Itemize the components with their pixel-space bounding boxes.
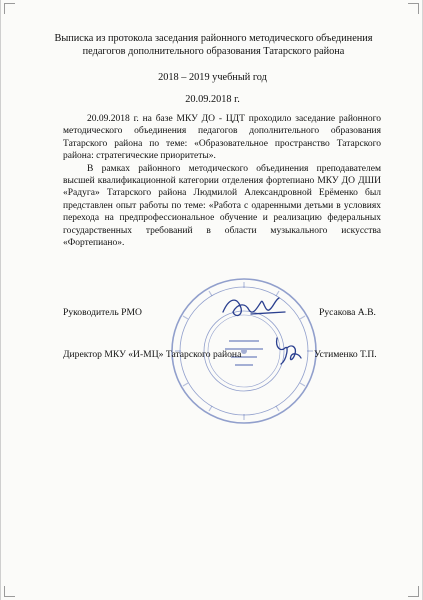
paragraph-meeting: 20.09.2018 г. на базе МКУ ДО - ЦДТ проходило заседание районного методического объединения педагогов дополнительного образования Татарского района по теме: «Образовательное пространство Татарского района: стратегические приоритеты». [63, 114, 381, 162]
document-body [63, 113, 381, 249]
signature-name-2: Устименко Т.П. [314, 349, 377, 360]
handwritten-signature-2 [267, 334, 307, 368]
handwritten-signature-1 [219, 290, 289, 324]
signature-role-1: Руководитель РМО [63, 307, 142, 318]
academic-year: 2018 – 2019 учебный год [158, 72, 267, 83]
header-line-1: Выписка из протокола заседания районного методического объединения [54, 33, 373, 44]
document-header [41, 32, 386, 58]
crop-mark-bottom-right [408, 586, 419, 597]
crop-mark-top-left [4, 3, 15, 14]
header-line-2: педагогов дополнительного образования Татарского района [82, 46, 345, 57]
signature-role-2: Директор МКУ «И-МЦ» Татарского района [63, 349, 242, 360]
crop-mark-bottom-left [4, 586, 15, 597]
paragraph-presentation: В рамках районного методического объединения преподавателем высшей квалификационной категории отделения фортепиано МКУ ДО ДШИ «Радуга» Татарского района Людмилой Александровной Ерёменко был представлен опыт работы по теме: «Работа с одаренными детьми в условиях перехода на предпрофессиональное обучение и реализацию федеральных государственных требований в области музыкального искусства «Фортепиано». [63, 163, 381, 249]
signature-name-1: Русакова А.В. [319, 307, 376, 318]
crop-mark-top-right [408, 3, 419, 14]
document-date: 20.09.2018 г. [185, 94, 240, 105]
